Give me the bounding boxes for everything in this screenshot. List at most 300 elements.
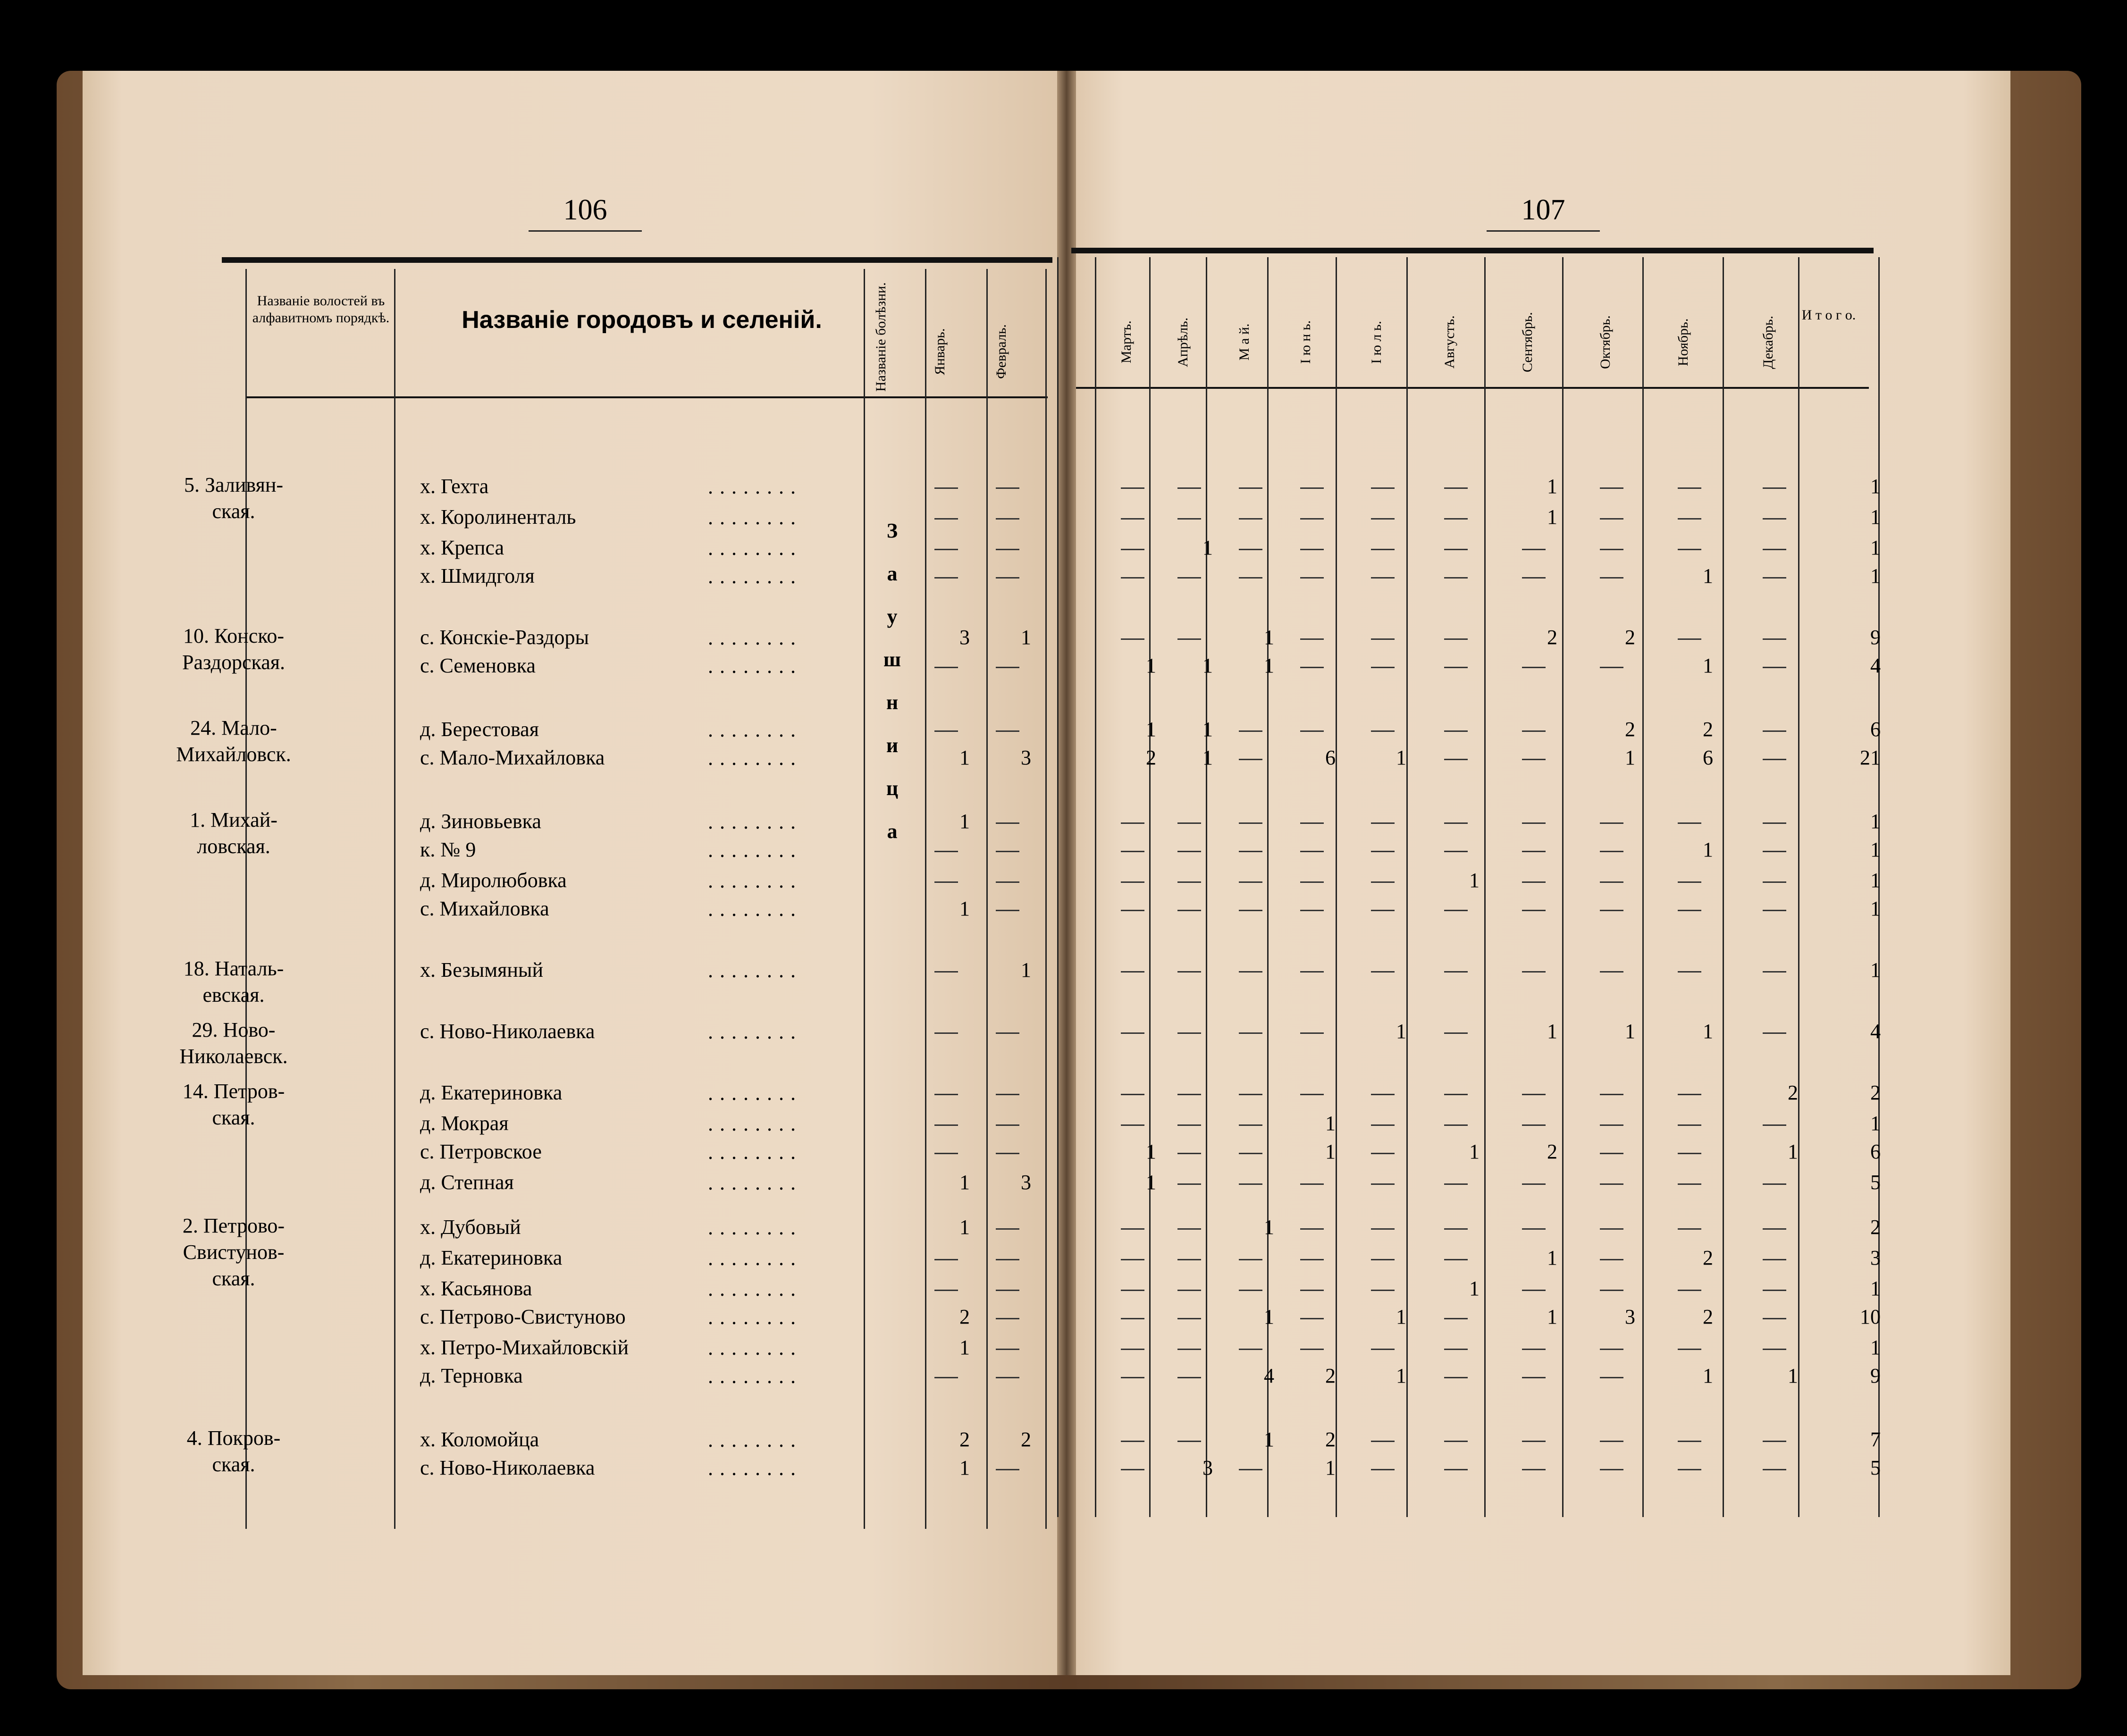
empty-cell-dash — [934, 549, 958, 550]
empty-cell-dash — [1121, 1124, 1144, 1126]
month-header: І ю н ь. — [1298, 320, 1313, 364]
empty-cell-dash — [934, 1377, 958, 1378]
settlement-label: д. Мокрая — [420, 1112, 509, 1135]
empty-cell-dash — [996, 1290, 1019, 1291]
month-value: 1 — [1264, 654, 1274, 677]
empty-cell-dash — [1522, 851, 1546, 852]
disease-name: Заушница — [881, 519, 904, 863]
row-total: 21 — [1860, 746, 1881, 769]
month-value: 1 — [1264, 1216, 1274, 1239]
leader-dots: ........ — [708, 1365, 802, 1388]
empty-cell-dash — [1522, 1183, 1546, 1185]
empty-cell-dash — [1678, 1124, 1701, 1126]
empty-cell-dash — [1121, 1349, 1144, 1350]
month-value: 1 — [1396, 746, 1406, 769]
row-total: 1 — [1870, 838, 1881, 861]
empty-cell-dash — [1600, 971, 1623, 973]
leader-dots: ........ — [708, 1336, 802, 1359]
row-total: 9 — [1870, 626, 1881, 649]
volost-name: 5. Заливян- ская. — [184, 473, 284, 523]
empty-cell-dash — [1444, 1441, 1468, 1442]
month-value: 2 — [1703, 718, 1713, 741]
empty-cell-dash — [1522, 1349, 1546, 1350]
empty-cell-dash — [1678, 881, 1701, 883]
leader-dots: ........ — [708, 959, 802, 982]
leader-dots: ........ — [708, 506, 802, 529]
empty-cell-dash — [1239, 1094, 1262, 1095]
empty-cell-dash — [1678, 549, 1701, 550]
settlement-label: с. Михайловка — [420, 897, 549, 920]
month-value: 1 — [1264, 626, 1274, 649]
empty-cell-dash — [996, 730, 1019, 732]
month-value: 1 — [959, 1216, 970, 1239]
empty-cell-dash — [1763, 1349, 1786, 1350]
row-total: 1 — [1870, 897, 1881, 920]
empty-cell-dash — [1371, 487, 1395, 489]
empty-cell-dash — [1121, 1377, 1144, 1378]
column-rule — [986, 269, 988, 1529]
month-value: 2 — [1625, 718, 1635, 741]
settlement-name — [420, 505, 576, 529]
month-value: 1 — [1469, 869, 1480, 892]
empty-cell-dash — [1522, 1377, 1546, 1378]
month-value: 2 — [1325, 1364, 1336, 1387]
month-value: 1 — [1325, 1112, 1336, 1135]
empty-cell-dash — [1600, 910, 1623, 911]
settlement-name — [420, 1276, 532, 1300]
empty-cell-dash — [1600, 881, 1623, 883]
empty-cell-dash — [1678, 1228, 1701, 1230]
empty-cell-dash — [1371, 1124, 1395, 1126]
empty-cell-dash — [1300, 487, 1324, 489]
empty-cell-dash — [1371, 1469, 1395, 1470]
month-value: 1 — [1202, 718, 1213, 741]
settlement-name — [420, 897, 549, 921]
month-value: 1 — [1703, 654, 1713, 677]
empty-cell-dash — [1121, 1441, 1144, 1442]
empty-cell-dash — [1522, 1441, 1546, 1442]
empty-cell-dash — [1522, 577, 1546, 579]
empty-cell-dash — [996, 1259, 1019, 1260]
empty-cell-dash — [1444, 1349, 1468, 1350]
leader-dots: ........ — [708, 1216, 802, 1239]
column-rule — [925, 269, 926, 1529]
empty-cell-dash — [1600, 577, 1623, 579]
volost-name: 18. Наталь- евская. — [183, 957, 284, 1006]
column-rule — [1045, 269, 1047, 1529]
settlement-label: с. Петровское — [420, 1140, 542, 1163]
empty-cell-dash — [1121, 487, 1144, 489]
settlement-label: с. Мало-Михайловка — [420, 746, 605, 769]
empty-cell-dash — [1300, 851, 1324, 852]
empty-cell-dash — [1678, 1290, 1701, 1291]
empty-cell-dash — [1522, 759, 1546, 760]
empty-cell-dash — [1763, 638, 1786, 640]
settlement-label: с. Петрово-Свистуново — [420, 1305, 626, 1328]
empty-cell-dash — [1444, 1259, 1468, 1260]
volost-name: 24. Мало- Михайловск. — [176, 716, 291, 766]
settlement-name — [420, 1170, 514, 1194]
total-header: И т о г о. — [1801, 307, 1856, 323]
empty-cell-dash — [1600, 1349, 1623, 1350]
empty-cell-dash — [1763, 1183, 1786, 1185]
empty-cell-dash — [1177, 1153, 1201, 1154]
empty-cell-dash — [1121, 638, 1144, 640]
month-value: 2 — [1547, 1140, 1557, 1163]
month-header: Ноябрь. — [1675, 318, 1691, 366]
month-value: 6 — [1325, 746, 1336, 769]
month-value: 1 — [1146, 1171, 1156, 1194]
volost-name: 2. Петрово- Свистунов- ская. — [182, 1214, 285, 1290]
month-value: 4 — [1264, 1364, 1274, 1387]
empty-cell-dash — [1600, 1377, 1623, 1378]
settlement-name — [420, 536, 504, 560]
empty-cell-dash — [1600, 1469, 1623, 1470]
empty-cell-dash — [1239, 487, 1262, 489]
month-value: 3 — [1625, 1305, 1635, 1328]
empty-cell-dash — [1444, 759, 1468, 760]
volost-name: 29. Ново- Николаевск. — [179, 1018, 288, 1068]
empty-cell-dash — [1763, 667, 1786, 668]
top-rule-right — [1071, 248, 1874, 253]
empty-cell-dash — [1678, 487, 1701, 489]
settlement-label: д. Степная — [420, 1171, 514, 1194]
empty-cell-dash — [934, 851, 958, 852]
empty-cell-dash — [1444, 851, 1468, 852]
empty-cell-dash — [1444, 518, 1468, 520]
empty-cell-dash — [1177, 1032, 1201, 1034]
empty-cell-dash — [1371, 1183, 1395, 1185]
month-header: І ю л ь. — [1369, 320, 1384, 364]
month-value: 1 — [959, 897, 970, 920]
empty-cell-dash — [996, 1124, 1019, 1126]
empty-cell-dash — [1522, 881, 1546, 883]
month-value: 2 — [1021, 1428, 1031, 1451]
empty-cell-dash — [1678, 822, 1701, 824]
empty-cell-dash — [1371, 851, 1395, 852]
row-total: 1 — [1870, 536, 1881, 559]
empty-cell-dash — [934, 1124, 958, 1126]
settlement-name — [420, 1364, 523, 1388]
empty-cell-dash — [1600, 1228, 1623, 1230]
settlement-name — [420, 1081, 562, 1105]
settlement-name — [420, 654, 536, 678]
empty-cell-dash — [1239, 1290, 1262, 1291]
settlement-label: х. Крепса — [420, 536, 504, 559]
row-total: 1 — [1870, 505, 1881, 528]
empty-cell-dash — [1239, 1259, 1262, 1260]
column-rule — [1149, 257, 1151, 1517]
settlement-name — [420, 1019, 595, 1043]
month-header: Октябрь. — [1597, 315, 1613, 369]
month-value: 1 — [1202, 654, 1213, 677]
month-value: 1 — [1202, 536, 1213, 559]
column-rule — [1484, 257, 1486, 1517]
month-value: 1 — [1547, 1246, 1557, 1269]
empty-cell-dash — [1239, 1349, 1262, 1350]
row-total: 1 — [1870, 1336, 1881, 1359]
leader-dots: ........ — [708, 1306, 802, 1329]
empty-cell-dash — [1371, 1290, 1395, 1291]
leader-dots: ........ — [708, 1020, 802, 1043]
column-rule — [1562, 257, 1564, 1517]
empty-cell-dash — [1600, 518, 1623, 520]
empty-cell-dash — [1300, 1183, 1324, 1185]
month-value: 1 — [1146, 718, 1156, 741]
month-value: 2 — [1703, 1305, 1713, 1328]
settlement-label: с. Конскіе-Раздоры — [420, 626, 589, 649]
month-value: 2 — [959, 1305, 970, 1328]
leader-dots: ........ — [708, 1457, 802, 1480]
empty-cell-dash — [1444, 549, 1468, 550]
settlement-label: х. Королиненталь — [420, 505, 576, 528]
leader-dots: ........ — [708, 1171, 802, 1194]
empty-cell-dash — [1522, 1094, 1546, 1095]
empty-cell-dash — [1371, 549, 1395, 550]
month-value: 1 — [1703, 564, 1713, 587]
empty-cell-dash — [1121, 1094, 1144, 1095]
empty-cell-dash — [1444, 1094, 1468, 1095]
volost-name: 4. Покров- ская. — [186, 1426, 281, 1476]
empty-cell-dash — [1239, 759, 1262, 760]
month-value: 1 — [959, 810, 970, 833]
empty-cell-dash — [1444, 487, 1468, 489]
empty-cell-dash — [1678, 518, 1701, 520]
empty-cell-dash — [1239, 851, 1262, 852]
settlement-label: х. Шмидголя — [420, 564, 535, 587]
empty-cell-dash — [1444, 1318, 1468, 1319]
column-rule — [1095, 257, 1096, 1517]
month-value: 1 — [1625, 1020, 1635, 1043]
empty-cell-dash — [1300, 1228, 1324, 1230]
settlement-name — [420, 564, 535, 588]
month-value: 1 — [1202, 746, 1213, 769]
empty-cell-dash — [1177, 1259, 1201, 1260]
empty-cell-dash — [1239, 1153, 1262, 1154]
empty-cell-dash — [1371, 1349, 1395, 1350]
column-rule — [1206, 257, 1207, 1517]
row-total: 4 — [1870, 1020, 1881, 1043]
month-value: 1 — [1146, 654, 1156, 677]
empty-cell-dash — [1522, 910, 1546, 911]
empty-cell-dash — [1678, 1094, 1701, 1095]
empty-cell-dash — [1177, 971, 1201, 973]
empty-cell-dash — [1763, 1318, 1786, 1319]
empty-cell-dash — [1177, 577, 1201, 579]
empty-cell-dash — [1177, 1441, 1201, 1442]
settlement-label: д. Терновка — [420, 1364, 523, 1387]
month-value: 2 — [1625, 626, 1635, 649]
settlement-label: с. Семеновка — [420, 654, 536, 677]
column-rule — [1723, 257, 1724, 1517]
empty-cell-dash — [934, 487, 958, 489]
row-total: 2 — [1870, 1081, 1881, 1104]
settlement-name — [420, 1140, 542, 1164]
empty-cell-dash — [996, 487, 1019, 489]
month-header: Мартъ. — [1118, 320, 1134, 364]
empty-cell-dash — [1763, 759, 1786, 760]
empty-cell-dash — [1763, 577, 1786, 579]
volost-name: 14. Петров- ская. — [182, 1080, 285, 1129]
settlement-name — [420, 1456, 595, 1480]
settlement-name — [420, 868, 567, 892]
empty-cell-dash — [1239, 1032, 1262, 1034]
empty-cell-dash — [1600, 851, 1623, 852]
empty-cell-dash — [1177, 1349, 1201, 1350]
empty-cell-dash — [1177, 1094, 1201, 1095]
month-value: 2 — [1146, 746, 1156, 769]
settlement-name — [420, 625, 589, 649]
empty-cell-dash — [1763, 822, 1786, 824]
leader-dots: ........ — [708, 475, 802, 498]
empty-cell-dash — [1678, 910, 1701, 911]
empty-cell-dash — [1177, 851, 1201, 852]
row-total: 1 — [1870, 1112, 1881, 1135]
month-value: 2 — [1788, 1081, 1798, 1104]
empty-cell-dash — [1177, 518, 1201, 520]
column-rule — [394, 269, 395, 1529]
month-value: 1 — [1703, 1020, 1713, 1043]
settlement-label: х. Коломойца — [420, 1428, 539, 1451]
month-header: Декабрь. — [1760, 315, 1776, 369]
empty-cell-dash — [1371, 1094, 1395, 1095]
row-total: 4 — [1870, 654, 1881, 677]
empty-cell-dash — [1522, 549, 1546, 550]
month-value: 1 — [1788, 1140, 1798, 1163]
row-total: 1 — [1870, 475, 1881, 498]
empty-cell-dash — [1300, 1094, 1324, 1095]
column-rule — [1642, 257, 1644, 1517]
month-header: М а й. — [1236, 323, 1252, 361]
row-total: 2 — [1870, 1216, 1881, 1239]
empty-cell-dash — [1239, 730, 1262, 732]
settlement-label: д. Берестовая — [420, 718, 539, 741]
settlement-label: х. Касьянова — [420, 1277, 532, 1300]
empty-cell-dash — [1239, 1124, 1262, 1126]
month-value: 3 — [1202, 1456, 1213, 1479]
month-value: 1 — [1703, 838, 1713, 861]
empty-cell-dash — [996, 518, 1019, 520]
settlement-label: д. Миролюбовка — [420, 869, 567, 892]
empty-cell-dash — [1300, 730, 1324, 732]
month-value: 1 — [959, 746, 970, 769]
empty-cell-dash — [996, 1032, 1019, 1034]
settlement-name — [420, 1111, 509, 1135]
empty-cell-dash — [1678, 971, 1701, 973]
empty-cell-dash — [1239, 971, 1262, 973]
leader-dots: ........ — [708, 1277, 802, 1300]
header-rule-left — [245, 396, 1048, 398]
empty-cell-dash — [1763, 1259, 1786, 1260]
empty-cell-dash — [1444, 577, 1468, 579]
empty-cell-dash — [934, 881, 958, 883]
empty-cell-dash — [1763, 730, 1786, 732]
row-total: 3 — [1870, 1246, 1881, 1269]
settlement-label: х. Петро-Михайловскій — [420, 1336, 629, 1359]
disease-header: Названіе болѣзни. — [873, 282, 889, 392]
empty-cell-dash — [1522, 667, 1546, 668]
month-value: 1 — [1021, 626, 1031, 649]
row-total: 5 — [1870, 1171, 1881, 1194]
empty-cell-dash — [996, 1349, 1019, 1350]
empty-cell-dash — [1763, 971, 1786, 973]
volost-header: Названіе волостей въ алфавитномъ порядкѣ. — [252, 293, 390, 326]
month-value: 3 — [1021, 1171, 1031, 1194]
column-rule — [1336, 257, 1337, 1517]
empty-cell-dash — [1177, 1318, 1201, 1319]
empty-cell-dash — [1522, 730, 1546, 732]
empty-cell-dash — [1300, 1290, 1324, 1291]
month-value: 1 — [1547, 475, 1557, 498]
settlement-label: с. Ново-Николаевка — [420, 1020, 595, 1043]
empty-cell-dash — [1239, 1183, 1262, 1185]
settlement-label: х. Безымяный — [420, 958, 544, 981]
row-total: 9 — [1870, 1364, 1881, 1387]
empty-cell-dash — [1444, 822, 1468, 824]
empty-cell-dash — [996, 1318, 1019, 1319]
empty-cell-dash — [1444, 1124, 1468, 1126]
month-header: Апрѣль. — [1175, 317, 1191, 367]
empty-cell-dash — [1371, 577, 1395, 579]
empty-cell-dash — [1300, 910, 1324, 911]
empty-cell-dash — [1371, 1259, 1395, 1260]
empty-cell-dash — [1177, 1183, 1201, 1185]
empty-cell-dash — [934, 1032, 958, 1034]
month-value: 1 — [1396, 1020, 1406, 1043]
month-value: 1 — [1547, 1020, 1557, 1043]
empty-cell-dash — [1121, 577, 1144, 579]
empty-cell-dash — [1239, 822, 1262, 824]
month-value: 1 — [1469, 1140, 1480, 1163]
empty-cell-dash — [1239, 577, 1262, 579]
empty-cell-dash — [1177, 881, 1201, 883]
empty-cell-dash — [934, 971, 958, 973]
empty-cell-dash — [1600, 1290, 1623, 1291]
empty-cell-dash — [934, 577, 958, 579]
empty-cell-dash — [1177, 822, 1201, 824]
empty-cell-dash — [1522, 1228, 1546, 1230]
empty-cell-dash — [1763, 1290, 1786, 1291]
empty-cell-dash — [1763, 881, 1786, 883]
empty-cell-dash — [1300, 1032, 1324, 1034]
leader-dots: ........ — [708, 654, 802, 678]
empty-cell-dash — [1177, 910, 1201, 911]
empty-cell-dash — [1239, 1469, 1262, 1470]
header-rule-right — [1076, 387, 1869, 389]
left-page-number: 106 — [529, 193, 642, 227]
empty-cell-dash — [996, 1153, 1019, 1154]
empty-cell-dash — [1300, 971, 1324, 973]
empty-cell-dash — [1300, 518, 1324, 520]
month-value: 1 — [1469, 1277, 1480, 1300]
empty-cell-dash — [934, 1153, 958, 1154]
empty-cell-dash — [1121, 1469, 1144, 1470]
row-total: 6 — [1870, 718, 1881, 741]
empty-cell-dash — [1763, 518, 1786, 520]
settlement-name — [420, 1305, 626, 1329]
empty-cell-dash — [996, 910, 1019, 911]
empty-cell-dash — [1678, 1183, 1701, 1185]
month-value: 1 — [1625, 746, 1635, 769]
empty-cell-dash — [1522, 1290, 1546, 1291]
empty-cell-dash — [1444, 1183, 1468, 1185]
empty-cell-dash — [1371, 971, 1395, 973]
empty-cell-dash — [1678, 1349, 1701, 1350]
empty-cell-dash — [996, 822, 1019, 824]
empty-cell-dash — [1371, 1153, 1395, 1154]
empty-cell-dash — [1121, 1228, 1144, 1230]
month-value: 2 — [1703, 1246, 1713, 1269]
